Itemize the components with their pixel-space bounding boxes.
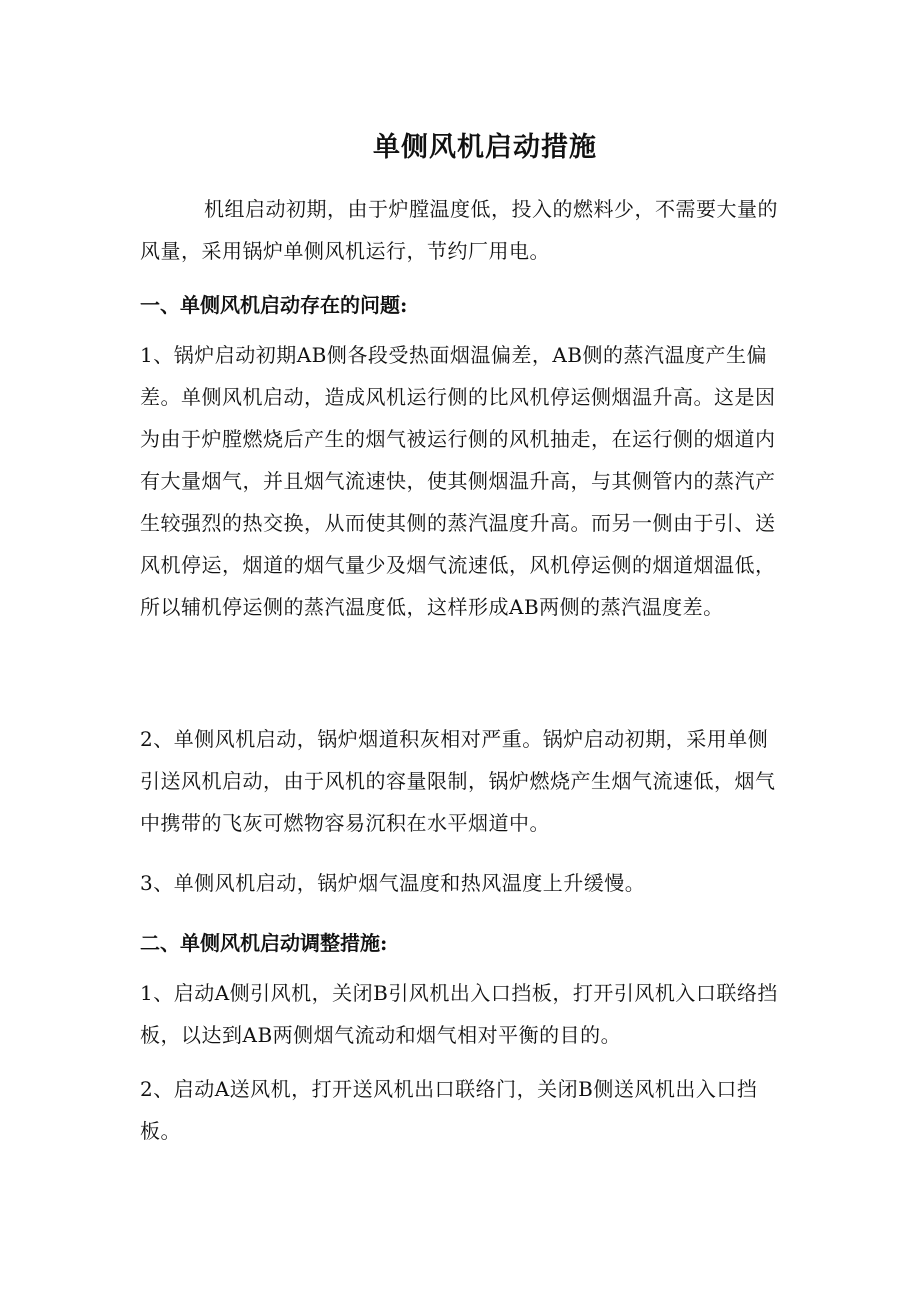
section2-item-1-text: 1、启动A侧引风机，关闭B引风机出入口挡板，打开引风机入口联络挡板，以达到AB两侧烟气流动和烟气相对平衡的目的。 — [140, 981, 778, 1047]
document-title: 单侧风机启动措施 — [373, 132, 597, 163]
intro-paragraph — [140, 188, 788, 272]
section1-heading: 一、单侧风机启动存在的问题: — [140, 293, 408, 317]
section2-item-1 — [140, 972, 788, 1056]
section2-item-2 — [140, 1068, 788, 1152]
section2-item-2-text: 2、启动A送风机，打开送风机出口联络门，关闭B侧送风机出入口挡板。 — [140, 1077, 758, 1143]
section1-item-2 — [140, 718, 788, 844]
intro-text: 机组启动初期，由于炉膛温度低，投入的燃料少，不需要大量的风量，采用锅炉单侧风机运行，节约厂用电。 — [140, 197, 778, 263]
section2-heading: 二、单侧风机启动调整措施: — [140, 931, 388, 955]
section1-item-1-text: 1、锅炉启动初期AB侧各段受热面烟温偏差，AB侧的蒸汽温度产生偏差。单侧风机启动，造成风机运行侧的比风机停运侧烟温升高。这是因为由于炉膛燃烧后产生的烟气被运行侧的风机抽走，在运行侧的烟道内有大量烟气，并且烟气流速快，使其侧烟温升高，与其侧管内的蒸汽产生较强烈的热交换，从而使其侧的蒸汽温度升高。而另一侧由于引、送风机停运，烟道的烟气量少及烟气流速低，风机停运侧的烟道烟温低，所以辅机停运侧的蒸汽温度低，这样形成AB两侧的蒸汽温度差。 — [140, 343, 776, 619]
section1-item-2-text: 2、单侧风机启动，锅炉烟道积灰相对严重。锅炉启动初期，采用单侧引送风机启动，由于风机的容量限制，锅炉燃烧产生烟气流速低，烟气中携带的飞灰可燃物容易沉积在水平烟道中。 — [140, 727, 776, 835]
section1-item-3-text: 3、单侧风机启动，锅炉烟气温度和热风温度上升缓慢。 — [140, 871, 646, 895]
section1-item-1 — [140, 334, 788, 628]
section1-item-3 — [140, 862, 788, 904]
